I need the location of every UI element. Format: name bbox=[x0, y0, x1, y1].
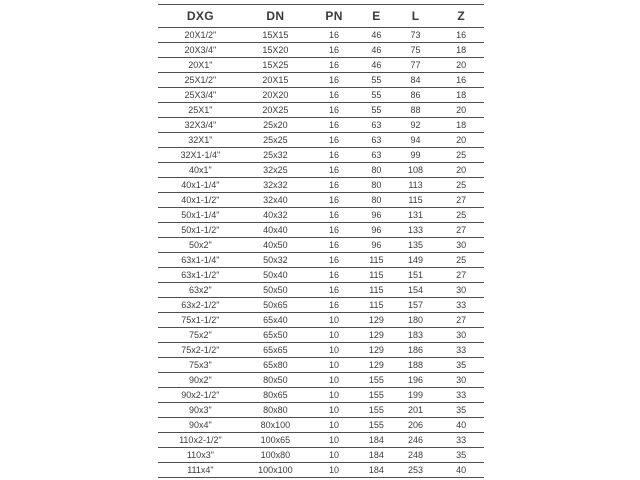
table-cell: 20X1/2" bbox=[158, 28, 243, 43]
table-row bbox=[158, 193, 484, 208]
table-cell: 180 bbox=[393, 313, 439, 328]
table-cell: 35 bbox=[438, 403, 484, 418]
table-cell: 50x65 bbox=[243, 298, 308, 313]
table-cell: 135 bbox=[393, 238, 439, 253]
table-cell: 15X15 bbox=[243, 28, 308, 43]
table-cell: 40 bbox=[438, 418, 484, 433]
table-cell: 80 bbox=[360, 178, 393, 193]
table-cell: 131 bbox=[393, 208, 439, 223]
table-cell: 32x40 bbox=[243, 193, 308, 208]
table-cell: 110x2-1/2" bbox=[158, 433, 243, 448]
table-cell: 20X1" bbox=[158, 58, 243, 73]
table-cell: 16 bbox=[308, 118, 360, 133]
table-cell: 65x50 bbox=[243, 328, 308, 343]
table-cell: 16 bbox=[308, 88, 360, 103]
table-row bbox=[158, 118, 484, 133]
table-cell: 63 bbox=[360, 118, 393, 133]
table-row bbox=[158, 343, 484, 358]
table-cell: 92 bbox=[393, 118, 439, 133]
table-cell: 40x1-1/2" bbox=[158, 193, 243, 208]
table-cell: 40x1" bbox=[158, 163, 243, 178]
table-cell: 40x32 bbox=[243, 208, 308, 223]
table-cell: 25 bbox=[438, 208, 484, 223]
table-body bbox=[158, 28, 484, 478]
table-row bbox=[158, 403, 484, 418]
table-cell: 33 bbox=[438, 433, 484, 448]
table-cell: 157 bbox=[393, 298, 439, 313]
table-cell: 10 bbox=[308, 418, 360, 433]
table-cell: 10 bbox=[308, 328, 360, 343]
table-cell: 63x1-1/4" bbox=[158, 253, 243, 268]
table-cell: 32x32 bbox=[243, 178, 308, 193]
table-cell: 75x2" bbox=[158, 328, 243, 343]
table-cell: 18 bbox=[438, 88, 484, 103]
table-cell: 10 bbox=[308, 358, 360, 373]
table-cell: 40 bbox=[438, 463, 484, 478]
table-cell: 16 bbox=[308, 58, 360, 73]
table-cell: 80 bbox=[360, 163, 393, 178]
table-cell: 46 bbox=[360, 43, 393, 58]
table-row bbox=[158, 283, 484, 298]
table-cell: 16 bbox=[438, 28, 484, 43]
table-cell: 10 bbox=[308, 313, 360, 328]
table-cell: 115 bbox=[393, 193, 439, 208]
table-row bbox=[158, 163, 484, 178]
table-cell: 10 bbox=[308, 343, 360, 358]
table-cell: 10 bbox=[308, 448, 360, 463]
table-row bbox=[158, 88, 484, 103]
table-cell: 75x2-1/2" bbox=[158, 343, 243, 358]
table-cell: 25X1" bbox=[158, 103, 243, 118]
table-cell: 253 bbox=[393, 463, 439, 478]
table-header bbox=[158, 5, 484, 28]
table-cell: 20X20 bbox=[243, 88, 308, 103]
table-cell: 27 bbox=[438, 268, 484, 283]
column-header-z: Z bbox=[438, 5, 484, 28]
table-row bbox=[158, 253, 484, 268]
table-cell: 18 bbox=[438, 43, 484, 58]
table-cell: 25 bbox=[438, 148, 484, 163]
table-cell: 16 bbox=[308, 178, 360, 193]
table-cell: 20 bbox=[438, 133, 484, 148]
table-row bbox=[158, 28, 484, 43]
table-cell: 16 bbox=[308, 208, 360, 223]
table-cell: 33 bbox=[438, 388, 484, 403]
table-cell: 40x40 bbox=[243, 223, 308, 238]
table-cell: 133 bbox=[393, 223, 439, 238]
table-cell: 86 bbox=[393, 88, 439, 103]
table-cell: 90x3" bbox=[158, 403, 243, 418]
table-cell: 80x80 bbox=[243, 403, 308, 418]
table-cell: 25X3/4" bbox=[158, 88, 243, 103]
table-cell: 16 bbox=[308, 283, 360, 298]
table-cell: 80x50 bbox=[243, 373, 308, 388]
table-cell: 50x2" bbox=[158, 238, 243, 253]
table-cell: 25X1/2" bbox=[158, 73, 243, 88]
table-cell: 111x4" bbox=[158, 463, 243, 478]
table-cell: 32X1-1/4" bbox=[158, 148, 243, 163]
table-row bbox=[158, 73, 484, 88]
table-cell: 155 bbox=[360, 418, 393, 433]
table-row bbox=[158, 223, 484, 238]
table-cell: 129 bbox=[360, 343, 393, 358]
table-cell: 75 bbox=[393, 43, 439, 58]
table-cell: 55 bbox=[360, 88, 393, 103]
table-cell: 129 bbox=[360, 328, 393, 343]
table-cell: 35 bbox=[438, 358, 484, 373]
table-cell: 80x100 bbox=[243, 418, 308, 433]
table-cell: 100x80 bbox=[243, 448, 308, 463]
table-row bbox=[158, 373, 484, 388]
table-cell: 77 bbox=[393, 58, 439, 73]
table-row bbox=[158, 238, 484, 253]
table-cell: 115 bbox=[360, 298, 393, 313]
table-cell: 16 bbox=[308, 193, 360, 208]
table-row bbox=[158, 178, 484, 193]
table-row bbox=[158, 463, 484, 478]
table-cell: 155 bbox=[360, 373, 393, 388]
table-row bbox=[158, 448, 484, 463]
table-cell: 20 bbox=[438, 58, 484, 73]
table-cell: 154 bbox=[393, 283, 439, 298]
table-cell: 50x1-1/2" bbox=[158, 223, 243, 238]
table-cell: 129 bbox=[360, 313, 393, 328]
column-header-l: L bbox=[393, 5, 439, 28]
column-header-dn: DN bbox=[243, 5, 308, 28]
table-cell: 96 bbox=[360, 223, 393, 238]
table-cell: 115 bbox=[360, 283, 393, 298]
table-cell: 46 bbox=[360, 28, 393, 43]
table-cell: 201 bbox=[393, 403, 439, 418]
table-cell: 100x65 bbox=[243, 433, 308, 448]
table-cell: 16 bbox=[308, 28, 360, 43]
table-cell: 155 bbox=[360, 388, 393, 403]
table-row bbox=[158, 133, 484, 148]
table-row bbox=[158, 298, 484, 313]
column-header-dxg: DXG bbox=[158, 5, 243, 28]
column-header-e: E bbox=[360, 5, 393, 28]
table-cell: 96 bbox=[360, 208, 393, 223]
table-cell: 16 bbox=[308, 238, 360, 253]
table-cell: 25 bbox=[438, 178, 484, 193]
table-cell: 183 bbox=[393, 328, 439, 343]
table-cell: 16 bbox=[308, 133, 360, 148]
table-cell: 115 bbox=[360, 268, 393, 283]
table-cell: 94 bbox=[393, 133, 439, 148]
table-row bbox=[158, 388, 484, 403]
table-cell: 50x50 bbox=[243, 283, 308, 298]
table-cell: 65x40 bbox=[243, 313, 308, 328]
table-cell: 73 bbox=[393, 28, 439, 43]
table-cell: 50x1-1/4" bbox=[158, 208, 243, 223]
table-cell: 10 bbox=[308, 403, 360, 418]
table-cell: 63 bbox=[360, 133, 393, 148]
table-cell: 20X3/4" bbox=[158, 43, 243, 58]
table-cell: 30 bbox=[438, 238, 484, 253]
table-cell: 206 bbox=[393, 418, 439, 433]
table-cell: 25x32 bbox=[243, 148, 308, 163]
table-cell: 30 bbox=[438, 373, 484, 388]
table-cell: 33 bbox=[438, 298, 484, 313]
table-cell: 50x32 bbox=[243, 253, 308, 268]
table-cell: 63x2" bbox=[158, 283, 243, 298]
table-row bbox=[158, 103, 484, 118]
table-cell: 16 bbox=[308, 298, 360, 313]
table-row bbox=[158, 268, 484, 283]
table-cell: 16 bbox=[308, 268, 360, 283]
table-cell: 155 bbox=[360, 403, 393, 418]
table-cell: 50x40 bbox=[243, 268, 308, 283]
table-cell: 10 bbox=[308, 463, 360, 478]
table-cell: 32X3/4" bbox=[158, 118, 243, 133]
table-cell: 25x20 bbox=[243, 118, 308, 133]
table-cell: 15X25 bbox=[243, 58, 308, 73]
table-cell: 199 bbox=[393, 388, 439, 403]
table-cell: 16 bbox=[308, 73, 360, 88]
table-cell: 90x2-1/2" bbox=[158, 388, 243, 403]
table-cell: 129 bbox=[360, 358, 393, 373]
table-row bbox=[158, 148, 484, 163]
table-cell: 90x2" bbox=[158, 373, 243, 388]
table-cell: 16 bbox=[308, 253, 360, 268]
table-cell: 63x2-1/2" bbox=[158, 298, 243, 313]
table-row bbox=[158, 313, 484, 328]
table-cell: 88 bbox=[393, 103, 439, 118]
table-cell: 63x1-1/2" bbox=[158, 268, 243, 283]
table-cell: 46 bbox=[360, 58, 393, 73]
table-row bbox=[158, 208, 484, 223]
table-cell: 96 bbox=[360, 238, 393, 253]
table-cell: 15X20 bbox=[243, 43, 308, 58]
table-cell: 108 bbox=[393, 163, 439, 178]
table-cell: 248 bbox=[393, 448, 439, 463]
table-cell: 188 bbox=[393, 358, 439, 373]
table-cell: 184 bbox=[360, 433, 393, 448]
header-row bbox=[158, 5, 484, 28]
table-cell: 30 bbox=[438, 328, 484, 343]
table-cell: 20X15 bbox=[243, 73, 308, 88]
table-cell: 65x65 bbox=[243, 343, 308, 358]
table-cell: 184 bbox=[360, 463, 393, 478]
table-cell: 20 bbox=[438, 103, 484, 118]
table-cell: 18 bbox=[438, 118, 484, 133]
table-cell: 186 bbox=[393, 343, 439, 358]
table-cell: 80 bbox=[360, 193, 393, 208]
table-cell: 110x3" bbox=[158, 448, 243, 463]
table-cell: 90x4" bbox=[158, 418, 243, 433]
table-row bbox=[158, 358, 484, 373]
table-cell: 27 bbox=[438, 223, 484, 238]
fitting-spec-table bbox=[158, 4, 484, 478]
table-cell: 10 bbox=[308, 373, 360, 388]
table-cell: 196 bbox=[393, 373, 439, 388]
table-cell: 99 bbox=[393, 148, 439, 163]
table-cell: 16 bbox=[308, 148, 360, 163]
table-cell: 35 bbox=[438, 448, 484, 463]
table-row bbox=[158, 58, 484, 73]
table-cell: 25 bbox=[438, 253, 484, 268]
table-cell: 16 bbox=[308, 43, 360, 58]
table-cell: 184 bbox=[360, 448, 393, 463]
table-cell: 32X1" bbox=[158, 133, 243, 148]
table-cell: 27 bbox=[438, 193, 484, 208]
table-cell: 115 bbox=[360, 253, 393, 268]
table-cell: 20 bbox=[438, 163, 484, 178]
table-cell: 63 bbox=[360, 148, 393, 163]
table-cell: 65x80 bbox=[243, 358, 308, 373]
table-cell: 40x50 bbox=[243, 238, 308, 253]
table-cell: 30 bbox=[438, 283, 484, 298]
table-cell: 33 bbox=[438, 343, 484, 358]
table-cell: 149 bbox=[393, 253, 439, 268]
table-cell: 55 bbox=[360, 73, 393, 88]
table-cell: 40x1-1/4" bbox=[158, 178, 243, 193]
table-cell: 113 bbox=[393, 178, 439, 193]
table-cell: 20X25 bbox=[243, 103, 308, 118]
table-cell: 32x25 bbox=[243, 163, 308, 178]
table-row bbox=[158, 328, 484, 343]
table-cell: 151 bbox=[393, 268, 439, 283]
table-cell: 27 bbox=[438, 313, 484, 328]
table-cell: 75x3" bbox=[158, 358, 243, 373]
table-cell: 16 bbox=[438, 73, 484, 88]
table-cell: 16 bbox=[308, 103, 360, 118]
table-cell: 10 bbox=[308, 433, 360, 448]
table-cell: 16 bbox=[308, 163, 360, 178]
table-cell: 25x25 bbox=[243, 133, 308, 148]
table-row bbox=[158, 43, 484, 58]
table-cell: 84 bbox=[393, 73, 439, 88]
table-cell: 10 bbox=[308, 388, 360, 403]
table-cell: 55 bbox=[360, 103, 393, 118]
table-cell: 246 bbox=[393, 433, 439, 448]
table-cell: 16 bbox=[308, 223, 360, 238]
column-header-pn: PN bbox=[308, 5, 360, 28]
table-cell: 80x65 bbox=[243, 388, 308, 403]
table-cell: 75x1-1/2" bbox=[158, 313, 243, 328]
table-row bbox=[158, 433, 484, 448]
table-cell: 100x100 bbox=[243, 463, 308, 478]
table-row bbox=[158, 418, 484, 433]
